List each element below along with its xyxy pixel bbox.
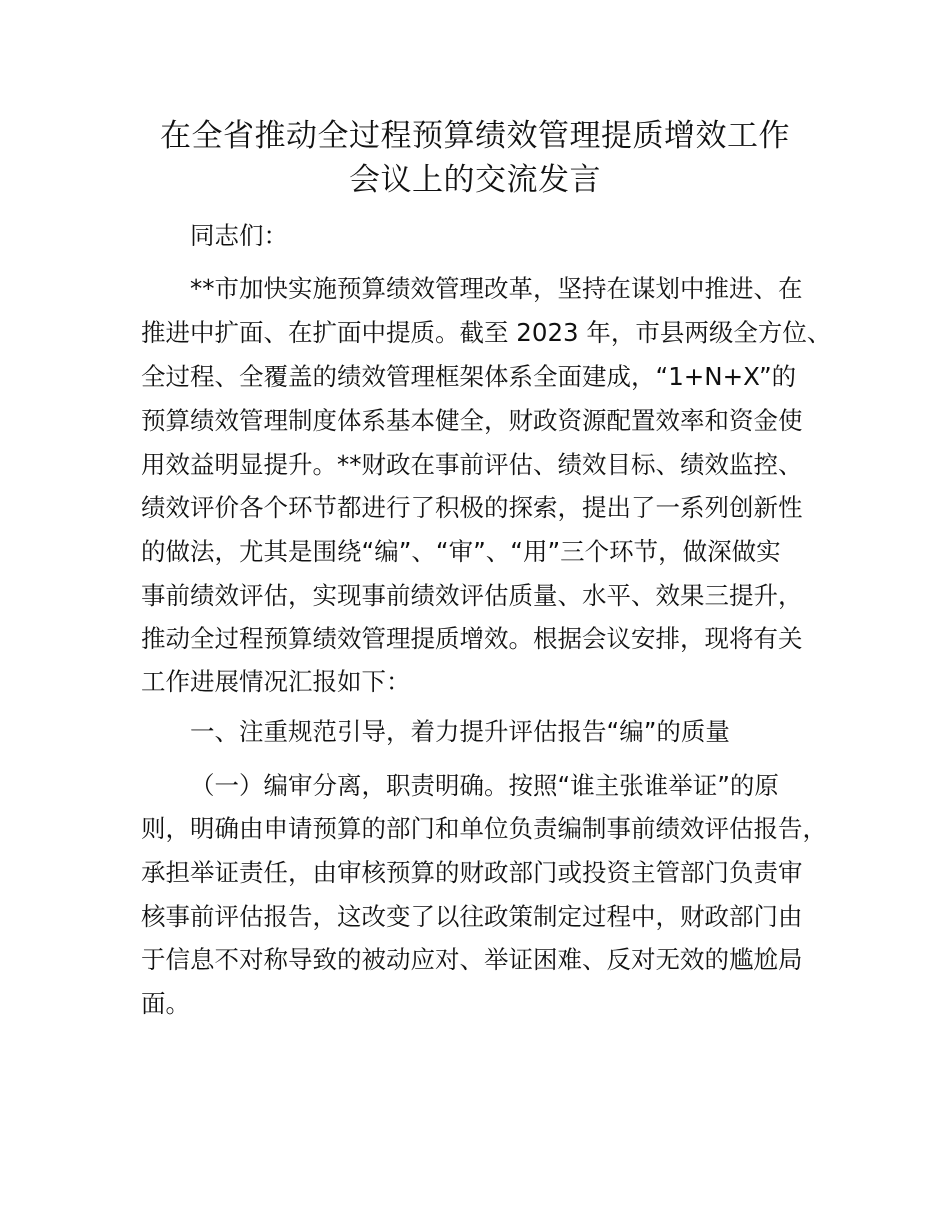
paragraph-2-line: 核事前评估报告，这改变了以往政策制定过程中，财政部门由 (141, 902, 803, 931)
paragraph-1-line: 预算绩效管理制度体系基本健全，财政资源配置效率和资金使 (141, 406, 803, 435)
document-title-line-1: 在全省推动全过程预算绩效管理提质增效工作 (160, 118, 790, 154)
paragraph-1-line: 的做法，尤其是围绕“编”、“审”、“用”三个环节，做深做实 (141, 537, 781, 566)
paragraph-2-line: 承担举证责任，由审核预算的财政部门或投资主管部门负责审 (141, 858, 803, 887)
document-title-line-2: 会议上的交流发言 (349, 162, 601, 198)
paragraph-2-line: 面。 (141, 989, 190, 1018)
paragraph-1-line: 事前绩效评估，实现事前绩效评估质量、水平、效果三提升， (141, 581, 803, 610)
paragraph-1-line: 工作进展情况汇报如下： (141, 667, 411, 696)
paragraph-1-line: 推进中扩面、在扩面中提质。截至 2023 年，市县两级全方位、 (141, 318, 832, 347)
paragraph-1-line: 绩效评价各个环节都进行了积极的探索，提出了一系列创新性 (141, 493, 803, 522)
paragraph-2-line: 于信息不对称导致的被动应对、举证困难、反对无效的尴尬局 (141, 945, 803, 974)
salutation: 同志们： (190, 221, 288, 250)
paragraph-1-line: **市加快实施预算绩效管理改革，坚持在谋划中推进、在 (190, 274, 803, 303)
paragraph-1-line: 用效益明显提升。**财政在事前评估、绩效目标、绩效监控、 (141, 450, 803, 479)
paragraph-2-line: （一）编审分离，职责明确。按照“谁主张谁举证”的原 (190, 771, 779, 800)
section-heading: 一、注重规范引导，着力提升评估报告“编”的质量 (190, 717, 730, 746)
paragraph-1-line: 推动全过程预算绩效管理提质增效。根据会议安排，现将有关 (141, 624, 803, 653)
paragraph-1-line: 全过程、全覆盖的绩效管理框架体系全面建成，“1+N+X”的 (141, 362, 797, 391)
paragraph-2-line: 则，明确由申请预算的部门和单位负责编制事前绩效评估报告， (141, 814, 827, 843)
